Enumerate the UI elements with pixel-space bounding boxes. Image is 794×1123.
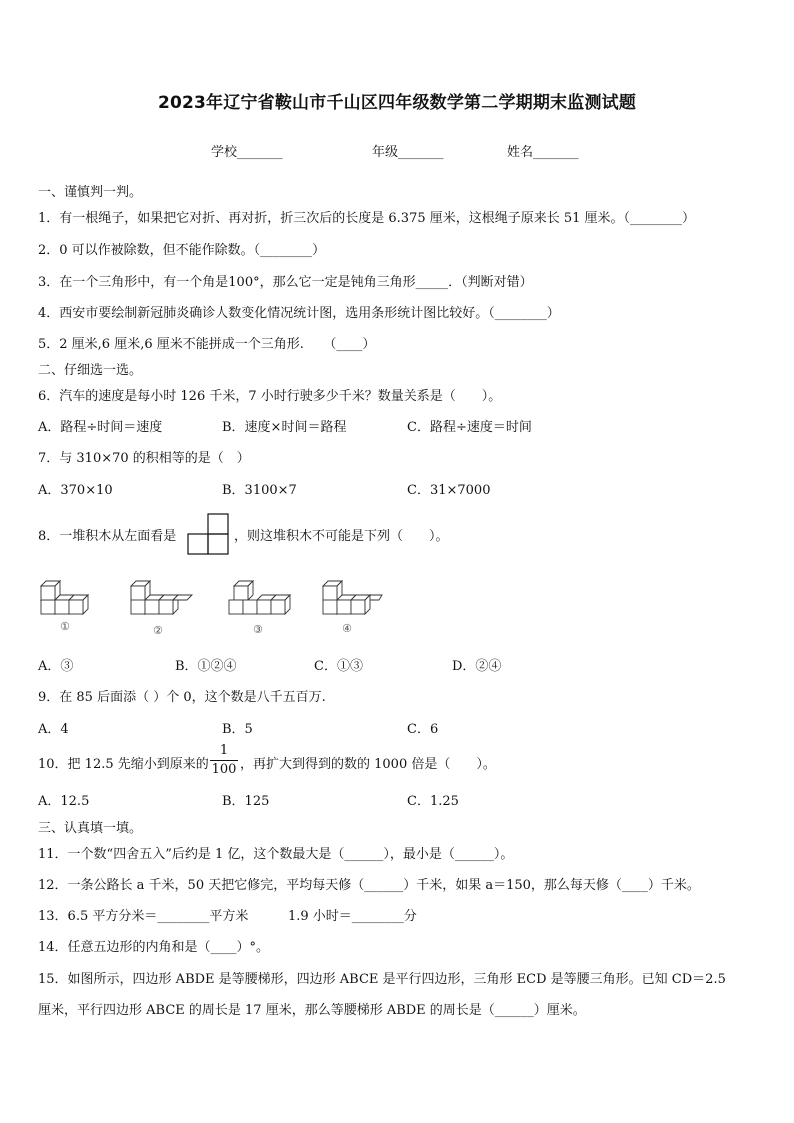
block-figure-2 [128,578,198,638]
q10-option-a: A．12.5 [38,794,90,809]
question-14: 14．任意五边形的内角和是（____）°。 [38,940,270,955]
question-11: 11．一个数“四舍五入”后约是 1 亿，这个数最大是（______），最小是（______）。 [38,847,514,862]
question-10-suffix: ，再扩大到得到的数的 1000 倍是（ ）。 [240,757,496,772]
question-8-suffix: ，则这堆积木不可能是下列（ ）。 [234,529,449,544]
question-12: 12．一条公路长 a 千米，50 天把它修完，平均每天修（______）千米，如果 a＝150，那么每天修（____）千米。 [38,878,700,893]
left-view-cell-bottom-left [188,534,208,554]
question-13-part-1: 13．6.5 平方分米＝________平方米 [38,909,249,924]
q8-option-d: D．②④ [452,659,502,674]
fraction-numerator: 1 [219,743,229,758]
page-title: 2023年辽宁省鞍山市千山区四年级数学第二学期期末监测试题 [157,93,637,113]
q8-option-a: A．③ [38,659,74,674]
question-13-part-2: 1.9 小时＝________分 [288,909,417,924]
name-field: 姓名_______ [507,145,579,160]
fraction-denominator: 100 [211,762,237,777]
q7-option-a: A．370×10 [38,483,113,498]
block-figure-1 [38,578,102,634]
question-9: 9．在 85 后面添（ ）个 0，这个数是八千五百万. [38,690,326,705]
q9-option-a: A．4 [38,722,69,737]
section-heading-3: 三、认真填一填。 [38,821,143,836]
figure-label-2: ② [153,624,163,637]
q10-option-b: B．125 [222,794,270,809]
block-figure-3 [226,578,294,638]
question-7: 7．与 310×70 的积相等的是（ ） [38,451,250,466]
q8-option-c: C．①③ [314,659,363,674]
question-6: 6．汽车的速度是每小时 126 千米，7 小时行驶多少千米？数量关系是（ ）。 [38,389,502,404]
q9-option-c: C．6 [407,722,439,737]
question-1: 1．有一根绳子，如果把它对折、再对折，折三次后的长度是 6.375 厘米，这根绳子原来长 51 厘米。（________） [38,211,696,226]
question-5: 5．2 厘米,6 厘米,6 厘米不能拼成一个三角形. （____） [38,337,376,352]
left-view-figure [186,512,232,556]
q7-option-c: C．31×7000 [407,483,491,498]
figure-label-1: ① [60,620,70,633]
q7-option-b: B．3100×7 [222,483,297,498]
question-3: 3．在一个三角形中，有一个角是100°，那么它一定是钝角三角形_____．（判断对错） [38,275,533,290]
section-heading-2: 二、仔细选一选。 [38,363,143,378]
left-view-cell-top-right [208,514,228,534]
fraction-bar [210,760,238,761]
left-view-cell-bottom-right [208,534,228,554]
block-figure-4 [320,578,386,636]
q8-option-b: B．①②④ [175,659,237,674]
section-heading-1: 一、谨慎判一判。 [38,185,143,200]
question-15-line-2: 厘米，平行四边形 ABCE 的周长是 17 厘米，那么等腰梯形 ABDE 的周长是（______）厘米。 [38,1003,586,1018]
q9-option-b: B．5 [222,722,253,737]
q6-option-b: B．速度×时间＝路程 [222,420,347,435]
figure-label-4: ④ [342,622,352,635]
figure-label-3: ③ [253,623,263,636]
question-15-line-1: 15．如图所示，四边形 ABDE 是等腰梯形，四边形 ABCE 是平行四边形，三角形 ECD 是等腰三角形。已知 CD＝2.5 [38,972,726,987]
school-field: 学校_______ [211,145,283,160]
question-8-prefix: 8．一堆积木从左面看是 [38,529,177,544]
question-10-prefix: 10．把 12.5 先缩小到原来的 [38,757,209,772]
question-4: 4．西安市要绘制新冠肺炎确诊人数变化情况统计图，选用条形统计图比较好。（________） [38,306,560,321]
grade-field: 年级_______ [372,145,444,160]
q6-option-c: C．路程÷速度＝时间 [407,420,532,435]
q6-option-a: A．路程÷时间＝速度 [38,420,163,435]
question-2: 2．0 可以作被除数，但不能作除数。（________） [38,243,326,258]
q10-option-c: C．1.25 [407,794,459,809]
fraction-one-hundredth [210,743,238,778]
